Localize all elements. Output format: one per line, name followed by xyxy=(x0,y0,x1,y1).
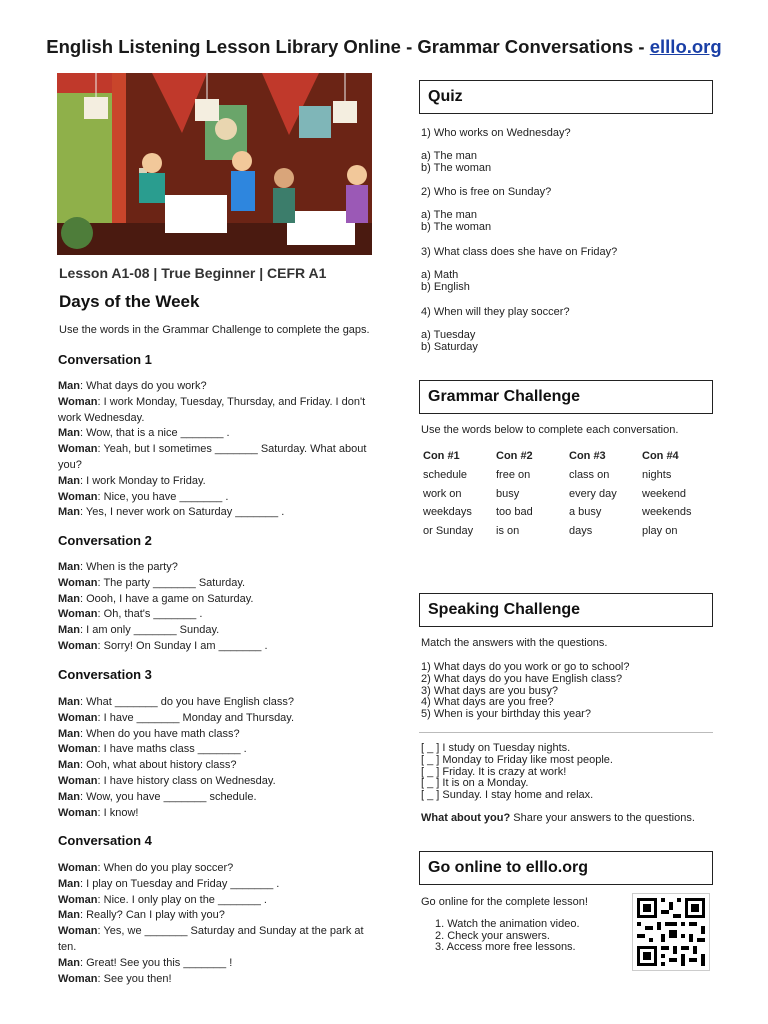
table-cell: weekends xyxy=(642,506,692,519)
dialogue-line xyxy=(58,742,378,758)
dialogue-line xyxy=(58,774,378,790)
quiz-question-3 xyxy=(421,247,617,293)
option-a: a) Math xyxy=(421,268,459,281)
table-cell: busy xyxy=(496,487,520,500)
list-item: [ _ ] Sunday. I stay home and relax. xyxy=(421,789,594,802)
speaker: Woman xyxy=(58,608,98,621)
dialogue-line xyxy=(58,806,378,822)
line-text: : Yeah, but I sometimes _______ Saturday. What about you? xyxy=(58,443,367,471)
speaker: Man xyxy=(58,561,80,573)
dialogue-line xyxy=(58,623,378,639)
option-a: a) Tuesday xyxy=(421,328,476,341)
dialogue-line xyxy=(58,560,378,576)
line-text: : Yes, I never work on Saturday _______ . xyxy=(80,506,285,519)
speaker: Man xyxy=(58,427,80,440)
line-text: : I work Monday to Friday. xyxy=(80,474,206,487)
conversation-1-heading: Conversation 1 xyxy=(58,352,152,367)
speaker: Woman xyxy=(58,774,98,787)
table-cell: too bad xyxy=(496,506,533,519)
site-link[interactable]: elllo.org xyxy=(649,36,722,57)
speaking-challenge-instructions: Match the answers with the questions. xyxy=(421,637,608,649)
table-cell: every day xyxy=(569,487,617,500)
conversation-3 xyxy=(58,695,378,821)
question-text: 1) Who works on Wednesday? xyxy=(421,127,571,139)
conversation-4 xyxy=(58,861,378,987)
speaker: Woman xyxy=(58,806,98,819)
list-item: [ _ ] Friday. It is crazy at work! xyxy=(421,765,567,778)
speaker: Woman xyxy=(58,893,98,906)
list-item: 2. Check your answers. xyxy=(435,929,550,942)
dialogue-line xyxy=(58,711,378,727)
table-cell: schedule xyxy=(423,469,468,481)
speaking-questions xyxy=(421,662,630,721)
lesson-instructions: Use the words in the Grammar Challenge to complete the gaps. xyxy=(59,324,370,336)
speaker: Man xyxy=(58,956,80,969)
what-about-you-text: Share your answers to the questions. xyxy=(510,812,695,824)
table-header: Con #2 xyxy=(496,450,533,462)
quiz-title: Quiz xyxy=(419,80,713,114)
dialogue-line xyxy=(58,395,378,427)
line-text: : Great! See you this _______ ! xyxy=(80,956,233,969)
grammar-challenge-instructions: Use the words below to complete each conversation. xyxy=(421,424,679,436)
dialogue-line xyxy=(58,877,378,893)
line-text: : Wow, that is a nice _______ . xyxy=(80,427,230,440)
qr-code[interactable] xyxy=(632,893,710,971)
go-online-title: Go online to elllo.org xyxy=(419,851,713,885)
speaker: Woman xyxy=(58,576,98,589)
line-text: : I have _______ Monday and Thursday. xyxy=(97,711,295,724)
quiz-question-2 xyxy=(421,187,551,233)
speaker: Man xyxy=(58,759,80,772)
conversation-1 xyxy=(58,379,378,521)
line-text: : See you then! xyxy=(97,972,172,985)
question-text: 2) Who is free on Sunday? xyxy=(421,186,552,198)
quiz-question-4 xyxy=(421,307,570,353)
table-cell: play on xyxy=(642,524,678,537)
speaking-answers xyxy=(421,743,613,802)
speaker: Woman xyxy=(58,395,98,408)
list-item: 1. Watch the animation video. xyxy=(435,918,580,930)
line-text: : I know! xyxy=(97,806,139,819)
list-item: 3) What days are you busy? xyxy=(421,684,558,697)
list-item: [ _ ] It is on a Monday. xyxy=(421,777,529,790)
dialogue-line xyxy=(58,576,378,592)
line-text: : I have maths class _______ . xyxy=(97,743,247,756)
line-text: : When do you have math class? xyxy=(80,727,240,740)
line-text: : I am only _______ Sunday. xyxy=(80,624,220,637)
speaker: Woman xyxy=(58,862,98,874)
dialogue-line xyxy=(58,474,378,490)
speaker: Man xyxy=(58,790,80,803)
speaker: Man xyxy=(58,380,80,392)
dialogue-line xyxy=(58,790,378,806)
list-item: 4) What days are you free? xyxy=(421,696,554,709)
list-item: 2) What days do you have English class? xyxy=(421,672,623,685)
what-about-you-bold: What about you? xyxy=(421,812,511,824)
line-text: : Yes, we _______ Saturday and Sunday at the park at ten. xyxy=(58,925,364,953)
option-b: b) The woman xyxy=(421,220,492,233)
question-text: 3) What class does she have on Friday? xyxy=(421,246,618,258)
speaker: Man xyxy=(58,727,80,740)
list-item: 1) What days do you work or go to school? xyxy=(421,661,630,673)
table-header: Con #3 xyxy=(569,450,606,462)
table-cell: free on xyxy=(496,469,531,481)
grammar-word-table xyxy=(423,450,715,543)
table-header: Con #4 xyxy=(642,450,679,462)
speaking-challenge-title: Speaking Challenge xyxy=(419,593,713,627)
line-text: : Nice. I only play on the _______ . xyxy=(97,893,267,906)
dialogue-line xyxy=(58,727,378,743)
conversation-2-heading: Conversation 2 xyxy=(58,533,152,548)
dialogue-line xyxy=(58,908,378,924)
divider xyxy=(419,732,713,733)
line-text: : The party _______ Saturday. xyxy=(97,576,246,589)
dialogue-line xyxy=(58,505,378,521)
table-cell: class on xyxy=(569,469,610,481)
dialogue-line xyxy=(58,861,378,877)
conversation-4-heading: Conversation 4 xyxy=(58,833,152,848)
dialogue-line xyxy=(58,607,378,623)
line-text: : What days do you work? xyxy=(80,380,207,392)
table-cell: a busy xyxy=(569,506,602,519)
dialogue-line xyxy=(58,639,378,655)
question-text: 4) When will they play soccer? xyxy=(421,306,570,318)
line-text: : I work Monday, Tuesday, Thursday, and Friday. I don't work Wednesday. xyxy=(58,395,366,424)
line-text: : Really? Can I play with you? xyxy=(80,909,225,922)
dialogue-line xyxy=(58,426,378,442)
line-text: : I have history class on Wednesday. xyxy=(97,774,276,787)
go-online-list xyxy=(435,919,580,954)
dialogue-line xyxy=(58,893,378,909)
speaker: Man xyxy=(58,506,80,519)
table-cell: is on xyxy=(496,524,520,537)
speaker: Man xyxy=(58,696,80,708)
list-item: [ _ ] Monday to Friday like most people. xyxy=(421,753,613,766)
dialogue-line xyxy=(58,592,378,608)
line-text: : When do you play soccer? xyxy=(97,862,234,874)
lesson-illustration xyxy=(57,73,372,255)
line-text: : Ooh, what about history class? xyxy=(80,759,237,772)
line-text: : Oh, that's _______ . xyxy=(97,608,203,621)
list-item: 3. Access more free lessons. xyxy=(435,941,576,954)
conversation-2 xyxy=(58,560,378,655)
speaker: Woman xyxy=(58,490,98,503)
dialogue-line xyxy=(58,956,378,972)
speaker: Woman xyxy=(58,925,98,938)
speaker: Man xyxy=(58,592,80,605)
line-text: : I play on Tuesday and Friday _______ . xyxy=(80,877,280,890)
speaker: Woman xyxy=(58,711,98,724)
speaker: Woman xyxy=(58,443,98,456)
go-online-intro: Go online for the complete lesson! xyxy=(421,896,588,908)
dialogue-line xyxy=(58,695,378,711)
line-text: : Nice, you have _______ . xyxy=(97,490,229,503)
option-b: b) Saturday xyxy=(421,340,478,353)
table-cell: nights xyxy=(642,469,672,481)
line-text: : Oooh, I have a game on Saturday. xyxy=(80,592,254,605)
table-cell: weekend xyxy=(642,487,687,500)
quiz-question-1 xyxy=(421,128,571,174)
line-text: : What _______ do you have English class? xyxy=(80,696,295,708)
table-cell: weekdays xyxy=(423,506,472,519)
speaker: Man xyxy=(58,909,80,922)
speaker: Woman xyxy=(58,743,98,756)
lesson-title: Days of the Week xyxy=(59,292,200,311)
option-a: a) The man xyxy=(421,208,478,221)
option-a: a) The man xyxy=(421,149,478,162)
table-cell: work on xyxy=(423,487,462,500)
dialogue-line xyxy=(58,442,378,474)
what-about-you xyxy=(421,813,695,825)
dialogue-line xyxy=(58,758,378,774)
list-item: 5) When is your birthday this year? xyxy=(421,708,591,721)
line-text: : When is the party? xyxy=(80,561,178,573)
conversation-3-heading: Conversation 3 xyxy=(58,667,152,682)
line-text: : Wow, you have _______ schedule. xyxy=(80,790,257,803)
page-title-text: English Listening Lesson Library Online - Grammar Conversations - xyxy=(46,36,650,57)
page-title xyxy=(0,36,768,58)
table-cell: days xyxy=(569,524,593,537)
dialogue-line xyxy=(58,379,378,395)
speaker: Woman xyxy=(58,639,98,652)
option-b: b) The woman xyxy=(421,161,492,174)
grammar-challenge-title: Grammar Challenge xyxy=(419,380,713,414)
option-b: b) English xyxy=(421,280,470,293)
speaker: Man xyxy=(58,474,80,487)
dialogue-line xyxy=(58,924,378,956)
line-text: : Sorry! On Sunday I am _______ . xyxy=(97,639,268,652)
speaker: Woman xyxy=(58,972,98,985)
speaker: Man xyxy=(58,877,80,890)
table-header: Con #1 xyxy=(423,450,460,462)
dialogue-line xyxy=(58,490,378,506)
dialogue-line xyxy=(58,972,378,988)
lesson-meta: Lesson A1-08 | True Beginner | CEFR A1 xyxy=(59,265,327,281)
list-item: [ _ ] I study on Tuesday nights. xyxy=(421,742,571,754)
speaker: Man xyxy=(58,624,80,637)
table-cell: or Sunday xyxy=(423,524,474,537)
